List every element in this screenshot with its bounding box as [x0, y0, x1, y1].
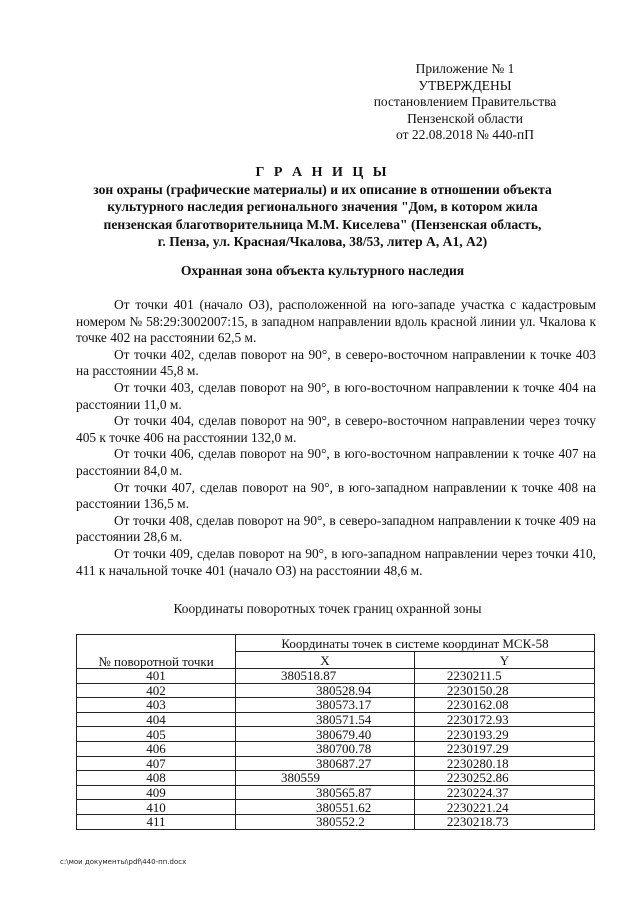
paragraph: От точки 402, сделав поворот на 90°, в северо-восточном направлении к точке 403 на расстоянии 45,8 м. [76, 346, 596, 379]
cell-x [236, 756, 415, 771]
cell-point-number: 411 [77, 814, 236, 829]
header-point-number: № поворотной точки [77, 635, 236, 669]
table-row [77, 727, 595, 742]
x-value: 380571.54 [316, 712, 372, 728]
table-row [77, 800, 595, 815]
cell-x [236, 683, 415, 698]
title-main: Г Р А Н И Ц Ы [255, 165, 390, 180]
table-header-row [77, 635, 595, 652]
cell-point-number: 403 [77, 698, 236, 713]
cell-x [236, 741, 415, 756]
table-row [77, 771, 595, 786]
cell-y [414, 785, 594, 800]
cell-y [414, 771, 594, 786]
table-row [77, 814, 595, 829]
y-value: 2230172.93 [446, 712, 509, 728]
title-line: г. Пенза, ул. Красная/Чкалова, 38/53, литер А, А1, А2) [157, 233, 488, 249]
paragraph: От точки 401 (начало ОЗ), расположенной на юго-западе участка с кадастровым номером № 58:29:3002007:15, в западном направлении вдоль красной линии ул. Чкалова к точке 402 на расстоянии 62,5 м. [76, 297, 596, 346]
y-value: 2230224.37 [446, 785, 509, 801]
cell-point-number: 404 [77, 712, 236, 727]
paragraph: От точки 406, сделав поворот на 90°, в юго-восточном направлении к точке 407 на расстоянии 84,0 м. [76, 446, 596, 478]
cell-y [414, 727, 594, 742]
paragraph: От точки 403, сделав поворот на 90°, в юго-восточном направлении к точке 404 на расстоянии 11,0 м. [76, 379, 596, 412]
cell-point-number: 402 [77, 683, 236, 698]
x-value: 380552.2 [316, 814, 365, 830]
table-row [77, 712, 595, 727]
cell-y [414, 683, 594, 698]
cell-x [236, 785, 415, 800]
y-value: 2230193.29 [446, 726, 509, 742]
appendix-line: Приложение № 1 [415, 61, 515, 76]
approval-block [340, 61, 590, 144]
cell-x [236, 771, 415, 786]
file-path-footer: c:\мои документы\pdf\440-пп.docx [60, 858, 187, 866]
coordinates-table [76, 634, 595, 830]
x-value: 380518.87 [281, 668, 337, 684]
x-value: 380679.40 [316, 726, 372, 742]
cell-y [414, 669, 594, 684]
paragraph: От точки 404, сделав поворот на 90°, в северо-восточном направлении через точку 405 к точке 406 на расстоянии 132,0 м. [76, 413, 596, 445]
x-value: 380700.78 [316, 741, 372, 757]
cell-x [236, 712, 415, 727]
appendix-line: постановлением Правительства [373, 94, 557, 110]
boundary-description [76, 297, 596, 579]
y-value: 2230211.5 [446, 668, 502, 684]
document-title [60, 164, 585, 250]
y-value: 2230197.29 [446, 741, 509, 757]
appendix-line: Пензенской области [407, 110, 523, 126]
cell-y [414, 756, 594, 771]
y-value: 2230218.73 [446, 814, 509, 830]
header-x: X [236, 652, 415, 669]
appendix-line: от 22.08.2018 № 440-пП [396, 127, 534, 143]
cell-y [414, 712, 594, 727]
y-value: 2230280.18 [446, 755, 509, 771]
table-row [77, 683, 595, 698]
cell-y [414, 800, 594, 815]
x-value: 380573.17 [316, 697, 372, 713]
y-value: 2230221.24 [446, 799, 509, 815]
table-row [77, 669, 595, 684]
y-value: 2230150.28 [446, 682, 509, 698]
paragraph: От точки 409, сделав поворот на 90°, в юго-западном направлении через точки 410, 411 к начальной точке 401 (начало ОЗ) на расстоянии 48,6 м. [76, 545, 596, 578]
y-value: 2230162.08 [446, 697, 509, 713]
table-row [77, 785, 595, 800]
x-value: 380687.27 [316, 755, 372, 771]
table-row [77, 698, 595, 713]
title-line: зон охраны (графические материалы) и их описание в отношении объекта [93, 182, 552, 198]
appendix-line: УТВЕРЖДЕНЫ [418, 77, 512, 93]
cell-x [236, 698, 415, 713]
y-value: 2230252.86 [446, 770, 509, 786]
cell-point-number: 410 [77, 800, 236, 815]
table-row [77, 756, 595, 771]
x-value: 380559 [281, 770, 320, 786]
cell-point-number: 401 [77, 669, 236, 684]
section-subtitle: Охранная зона объекта культурного наследия [180, 263, 465, 278]
cell-x [236, 814, 415, 829]
cell-y [414, 698, 594, 713]
cell-point-number: 409 [77, 785, 236, 800]
cell-point-number: 408 [77, 771, 236, 786]
table-caption: Координаты поворотных точек границ охранной зоны [173, 601, 482, 616]
header-coordinate-system: Координаты точек в системе координат МСК-58 [236, 635, 595, 652]
cell-x [236, 800, 415, 815]
title-line: культурного наследия регионального значения "Дом, в котором жила [107, 199, 538, 215]
x-value: 380528.94 [316, 682, 372, 698]
cell-point-number: 406 [77, 741, 236, 756]
paragraph: От точки 407, сделав поворот на 90°, в юго-западном направлении к точке 408 на расстоянии 136,5 м. [76, 479, 596, 512]
cell-y [414, 741, 594, 756]
cell-y [414, 814, 594, 829]
table-row [77, 741, 595, 756]
cell-point-number: 405 [77, 727, 236, 742]
cell-x [236, 727, 415, 742]
x-value: 380551.62 [316, 799, 372, 815]
x-value: 380565.87 [316, 785, 372, 801]
header-y: Y [414, 652, 594, 669]
title-line: пензенская благотворительница М.М. Киселева" (Пензенская область, [103, 216, 542, 232]
cell-x [236, 669, 415, 684]
cell-point-number: 407 [77, 756, 236, 771]
paragraph: От точки 408, сделав поворот на 90°, в северо-западном направлении к точке 409 на расстоянии 28,6 м. [76, 512, 596, 545]
